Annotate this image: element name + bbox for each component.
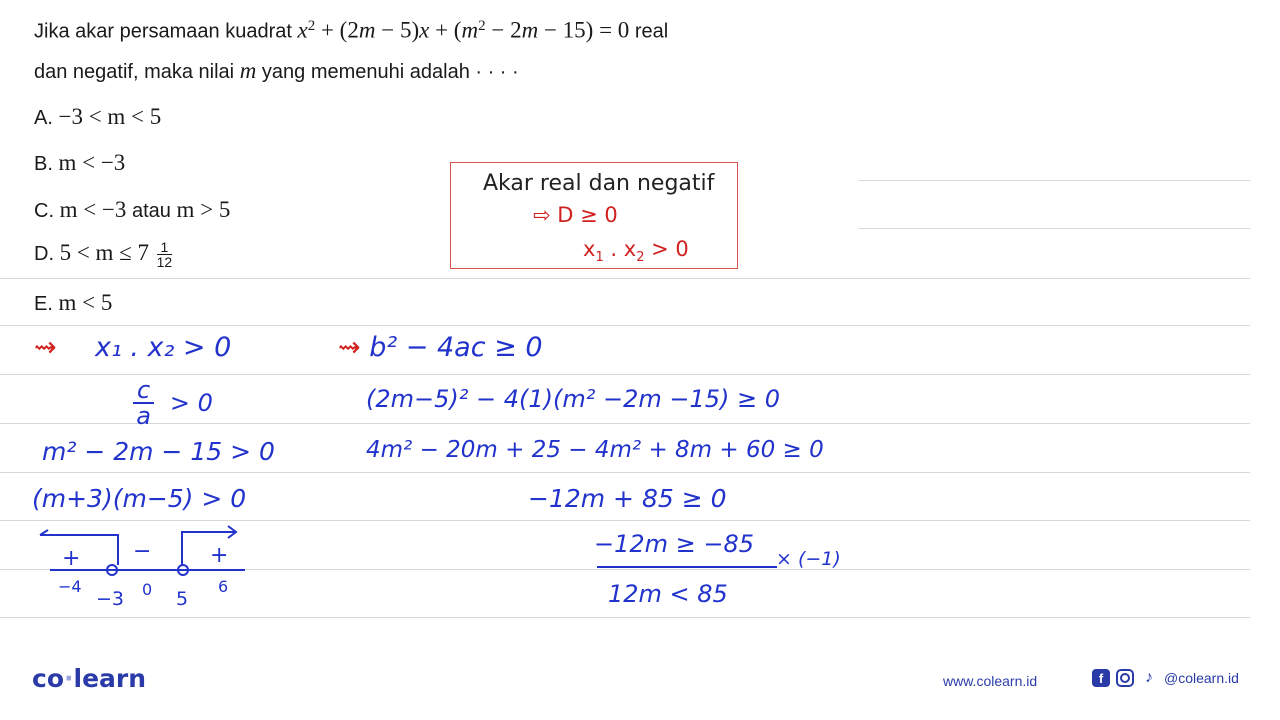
fraction <box>157 240 173 269</box>
tick-label: 0 <box>142 580 153 599</box>
option-expr: 5 < m ≤ 7 <box>59 240 150 265</box>
hw-right-line2: (2m−5)² − 4(1)(m² −2m −15) ≥ 0 <box>366 385 781 413</box>
rule-line <box>0 325 1250 326</box>
question-text <box>34 10 668 48</box>
eq-part: + ( <box>429 17 462 43</box>
instagram-icon[interactable] <box>1116 669 1134 687</box>
sign-plus: + <box>62 546 81 571</box>
rule-line <box>0 278 1250 279</box>
sign-minus: − <box>133 539 152 564</box>
eq-part: − 2 <box>485 17 522 43</box>
option-label: B. <box>34 153 53 175</box>
hint-box <box>450 162 738 269</box>
tiktok-icon[interactable]: ♪ <box>1145 669 1153 686</box>
eq-part: + (2 <box>315 17 359 43</box>
arrow-icon: ⇝ <box>34 332 57 363</box>
eq-m: m <box>358 17 376 43</box>
option-label: C. <box>34 200 54 222</box>
logo-text: learn <box>73 664 147 693</box>
colearn-logo[interactable] <box>32 664 146 693</box>
social-links <box>1092 669 1239 687</box>
tick-label: −4 <box>58 577 82 596</box>
hw-frac-num: c <box>133 378 154 404</box>
footer-url-link[interactable]: www.colearn.id <box>943 673 1038 689</box>
sign-chart <box>30 520 260 610</box>
hw-left-line1-text <box>95 332 231 363</box>
hw-underline <box>597 566 777 568</box>
option-label: E. <box>34 293 53 315</box>
hw-right-line1 <box>338 332 543 363</box>
hw-right-line1-body: b² − 4ac ≥ 0 <box>369 332 543 363</box>
logo-text: co <box>32 664 64 693</box>
eq-exp: 2 <box>478 18 486 34</box>
option-label: A. <box>34 107 53 129</box>
logo-dot: · <box>64 664 74 693</box>
rule-line <box>0 472 1250 473</box>
question-line2-after: yang memenuhi adalah · · · · <box>261 61 519 83</box>
rule-line <box>0 374 1250 375</box>
tick-label: −3 <box>96 588 125 610</box>
option-c[interactable] <box>34 197 230 223</box>
hint-product-x: x <box>583 237 596 261</box>
option-a[interactable] <box>34 104 161 130</box>
question-lead: Jika akar persamaan kuadrat <box>34 20 292 43</box>
hint-product-sub: 1 <box>595 250 604 266</box>
hint-title: Akar real dan negatif <box>483 171 715 196</box>
question-tail: real <box>634 20 669 43</box>
hint-product-sub: 2 <box>636 250 645 266</box>
eq-x: x <box>297 17 308 43</box>
tick-label: 6 <box>218 577 229 596</box>
option-label: D. <box>34 243 54 265</box>
hw-left-line4: (m+3)(m−5) > 0 <box>32 484 247 513</box>
hw-right-multiplier: × (−1) <box>776 548 841 570</box>
arrow-icon: ⇝ <box>338 332 361 363</box>
eq-part: − 5) <box>375 17 420 43</box>
tick-label: 5 <box>176 588 189 610</box>
var-m: m <box>239 58 257 83</box>
hw-right-line5: −12m ≥ −85 <box>594 530 755 558</box>
hint-product-rest: > 0 <box>644 237 689 261</box>
question-line-2 <box>34 58 519 84</box>
option-d[interactable] <box>34 240 172 269</box>
hw-right-line3: 4m² − 20m + 25 − 4m² + 8m + 60 ≥ 0 <box>366 437 824 463</box>
eq-exp: 2 <box>307 18 316 34</box>
option-e[interactable] <box>34 290 112 316</box>
hw-right-line4: −12m + 85 ≥ 0 <box>528 484 727 513</box>
rule-line <box>858 180 1250 181</box>
rule-line <box>0 617 1250 618</box>
facebook-icon[interactable]: f <box>1092 669 1110 687</box>
eq-m: m <box>461 17 479 43</box>
hw-right-line6: 12m < 85 <box>608 580 728 608</box>
option-expr: m < −3 <box>59 197 127 222</box>
option-expr: m > 5 <box>176 197 231 222</box>
social-handle[interactable]: @colearn.id <box>1164 670 1239 686</box>
hw-left-line3: m² − 2m − 15 > 0 <box>42 437 275 466</box>
hw-left-line1-body: x₁ . x₂ > 0 <box>95 332 232 363</box>
hint-product-x: . x <box>603 237 637 261</box>
hint-product <box>583 237 689 265</box>
rule-line <box>858 228 1250 229</box>
option-b[interactable] <box>34 150 125 176</box>
question-line2-before: dan negatif, maka nilai <box>34 61 235 83</box>
option-expr: m < −3 <box>58 150 126 175</box>
hw-frac-den: a <box>136 402 151 430</box>
hw-left-fraction <box>133 378 213 428</box>
hint-discriminant: ⇨ D ≥ 0 <box>533 203 618 227</box>
fraction-numerator: 1 <box>157 240 173 255</box>
hw-frac-rest: > 0 <box>169 389 213 417</box>
eq-part: − 15) = 0 <box>538 17 630 43</box>
eq-x: x <box>419 17 430 43</box>
option-expr: −3 < m < 5 <box>58 104 162 129</box>
fraction-denominator: 12 <box>156 254 173 271</box>
sign-plus: + <box>210 543 229 568</box>
eq-m: m <box>521 17 539 43</box>
option-word: atau <box>131 200 171 222</box>
option-expr: m < 5 <box>58 290 113 315</box>
